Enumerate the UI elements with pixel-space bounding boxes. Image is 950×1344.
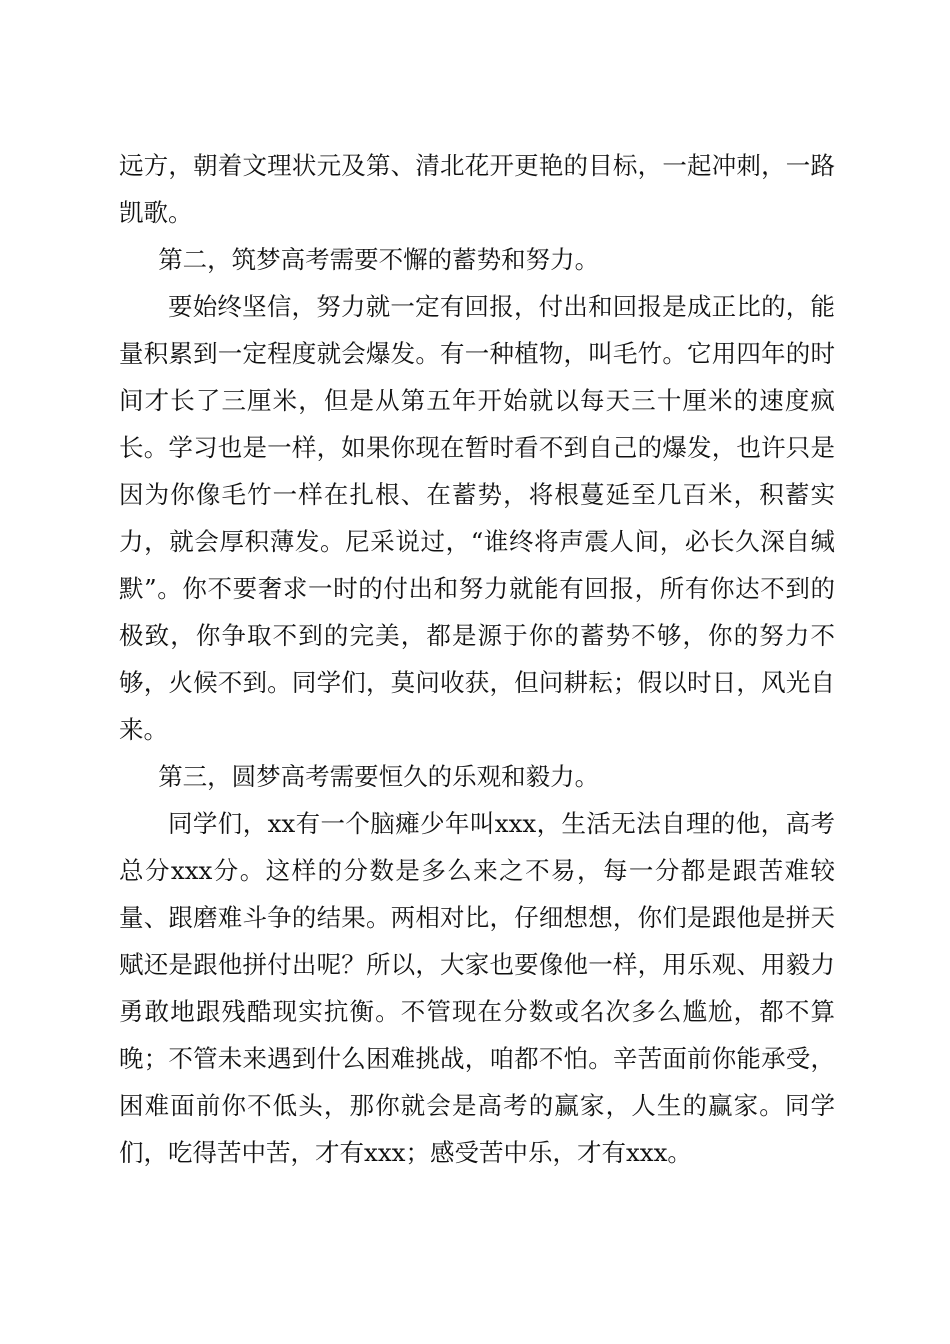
paragraph-body: 同学们，xx有一个脑瘫少年叫xxx，生活无法自理的他，高考总分xxx分。这样的分数是多么来之不易，每一分都是跟苦难较量、跟磨难斗争的结果。两相对比，仔细想想，你们是跟他是拼天赋还是跟他拼付出呢？所以，大家也要像他一样，用乐观、用毅力勇敢地跟残酷现实抗衡。不管现在分数或名次多么尴尬，都不算晚；不管未来遇到什么困难挑战，咱都不怕。辛苦面前你能承受，困难面前你不低头，那你就会是高考的赢家，人生的赢家。同学们，吃得苦中苦，才有xxx；感受苦中乐，才有xxx。 (119, 809, 835, 1167)
section-heading-2: 第二，筑梦高考需要不懈的蓄势和努力。 (158, 245, 600, 274)
paragraph-body: 要始终坚信，努力就一定有回报，付出和回报是成正比的，能量积累到一定程度就会爆发。有一种植物，叫毛竹。它用四年的时间才长了三厘米，但是从第五年开始就以每天三十厘米的速度疯长。学习也是一样，如果你现在暂时看不到自己的爆发，也许只是因为你像毛竹一样在扎根、在蓄势，将根蔓延至几百米，积蓄实力，就会厚积薄发。尼采说过，“谁终将声震人间，必长久深自缄默”。你不要奢求一时的付出和努力就能有回报，所有你达不到的极致，你争取不到的完美，都是源于你的蓄势不够，你的努力不够，火候不到。同学们，莫问收获，但问耕耘；假以时日，风光自来。 (119, 292, 835, 744)
document-body (119, 142, 835, 1176)
paragraph-continuation: 远方，朝着文理状元及第、清北花开更艳的目标，一起冲刺，一路凯歌。 (119, 151, 835, 227)
section-heading-3: 第三，圆梦高考需要恒久的乐观和毅力。 (158, 762, 600, 791)
